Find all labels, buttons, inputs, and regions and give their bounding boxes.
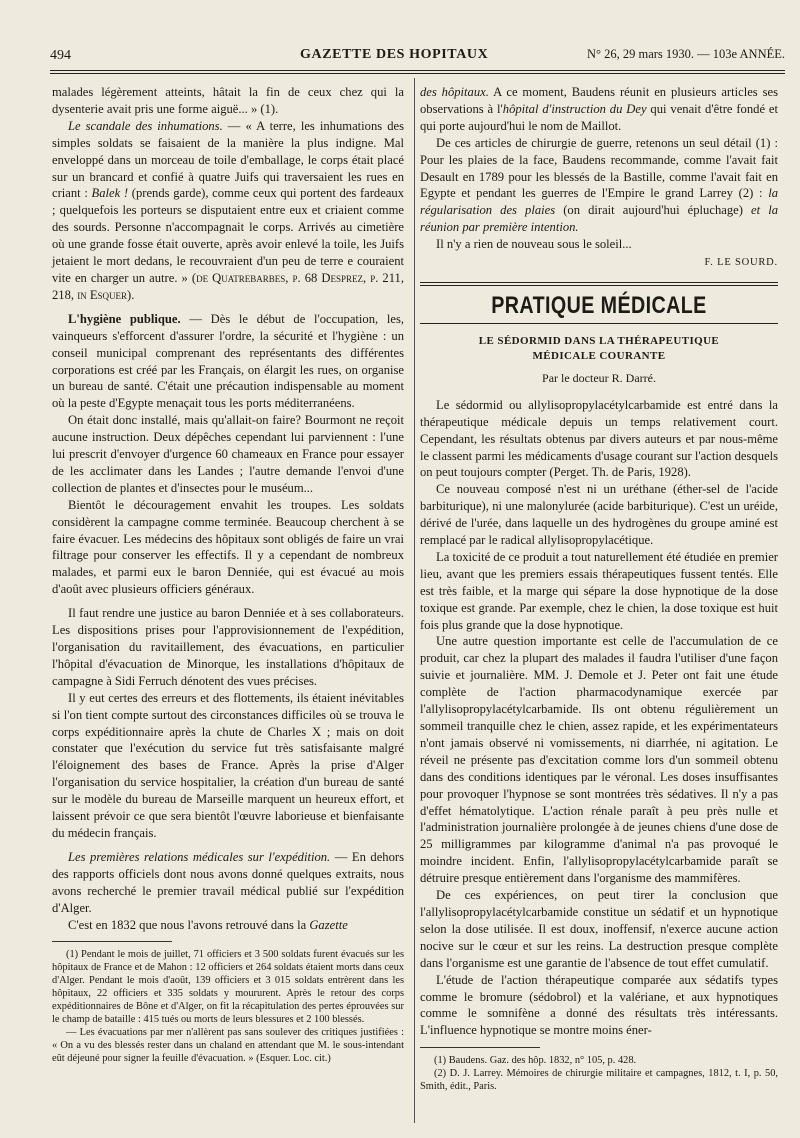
paragraph: On était donc installé, mais qu'allait-on faire? Bourmont ne reçoit aucune instruction. Deux dépêches cependant lui parviennent : l'une lui prescrit d'envoyer d'urgence 60 chameaux en France pour essayer de les acclimater dans les Landes ; l'autre demande l'envoi d'une collection de plantes et d'insectes pour le muséum...: [52, 413, 404, 495]
footnote: (1) Pendant le mois de juillet, 71 officiers et 3 500 soldats furent évacués sur les hôpitaux de France et de Mahon : 12 officiers et 264 soldats étaient morts dans ceux d'Alger. Pendant le mois d'août, 139 officiers et 3 015 soldats entrèrent dans les hôpitaux, 22 officiers et 335 soldats y moururent. Après le retour des corps expéditionnaires de Bône et d'Alger, on fit la récapitulation des pertes éprouvées sur le champ de bataille : 415 tués ou morts de leurs blessures et 2 100 blessés.: [52, 949, 404, 1026]
paragraph: Bientôt le découragement envahit les troupes. Les soldats considèrent la campagne comme terminée. Beaucoup cherchent à se faire évacuer. Les médecins des hôpitaux sont obligés de faire un vrai filtrage pour conserver les effectifs. Il y a cependant de nombreux malades, et parmi eux le baron Denniée, qui est évacué au mois d'août avec plusieurs officiers généraux.: [52, 497, 404, 597]
paragraph: C'est en 1832 que nous l'avons retrouvé dans la Gazette: [68, 917, 348, 932]
paragraph: des hôpitaux. A ce moment, Baudens réunit en plusieurs articles ses observations à l'hôpital d'instruction du Dey qui venait d'être fondé et qui porte aujourd'hui le nom de Maillot.: [420, 85, 779, 133]
footnote-rule: [52, 941, 172, 942]
footnotes: [52, 948, 404, 1065]
section-rule: [420, 282, 778, 286]
paragraph: Il n'y a rien de nouveau sous le soleil...: [436, 237, 632, 252]
paragraph: Une autre question importante est celle de l'accumulation de ce produit, car chez la plupart des malades il faudra l'utiliser d'une façon suivie et journalière. MM. J. Demole et J. Peter ont fait une étude complète de l'action pharmacodynamique exercée par l'allylisopropylacétylcarbamide. Ils ont obtenu régulièrement un sommeil tranquille chez le chien, assez rapide, et les expérimentateurs n'ont jamais observé ni vomissements, ni diarrhée, ni agitation. Le réveil ne présente pas d'excitation comme lors d'un sommeil obtenu dans des conditions identiques par le véronal. Les doses insuffisantes pour provoquer l'hypnose se sont montrées très sédatives. Il n'y a pas d'effet hématolytique. L'action rénale paraît à peu près nulle et l'administration journalière prolongée à de jeunes chiens d'une dose de 25 milligrammes par kilogramme d'animal n'a pas provoqué le moindre incident. Enfin, l'allylisopropylacétylcarbamide paraît se détruire presque entièrement dans l'organisme des mammifères.: [420, 634, 778, 886]
author-signature: F. LE SOURD.: [704, 257, 778, 269]
paragraph: Les premières relations médicales sur l'expédition. — En dehors des rapports officiels dont nous avons donné quelques extraits, nous avons recherché le premier travail médical publié sur l'expédition d'Alger.: [52, 849, 404, 915]
issue-info: N° 26, 29 mars 1930. — 103e ANNÉE.: [586, 47, 785, 61]
paragraph: De ces articles de chirurgie de guerre, retenons un seul détail (1) : Pour les plaies de la face, Baudens recommande, comme l'avait fait Desault en 1789 pour les blessés de la Bastille, comme l'avait fait en Egypte et pendant les guerres de l'Empire le grand Larrey (2) : la régularisation des plaies (on dirait aujourd'hui épluchage) et la réunion par première intention.: [420, 135, 778, 235]
article-title: LE SÉDORMID DANS LA THÉRAPEUTIQUE MÉDICALE COURANTE: [478, 334, 720, 362]
paragraph: Il y eut certes des erreurs et des flottements, ils étaient inévitables si l'on tient compte surtout des circonstances difficiles où se trouva le corps expéditionnaire après la chute de Charles X ; mais on doit constater que l'exécution du service fut très satisfaisante malgré l'éloignement des bases de France. Après la prise d'Alger l'organisation du service hospitalier, la création d'un bureau de santé sur le modèle du bureau de Marseille marquent un heureux effort, et laissent prévoir ce que sera bientôt l'œuvre laborieuse et bienfaisante du médecin français.: [52, 690, 404, 840]
footnotes: [420, 1054, 778, 1093]
paragraph: L'étude de l'action thérapeutique comparée aux sédatifs types comme le bromure (sédobrol) et la valériane, et aux hypnotiques comme le somnifène a donné des résultats très intéressants. L'influence hypnotique se montre moins éner-: [420, 972, 778, 1038]
article-byline: Par le docteur R. Darré.: [542, 370, 656, 385]
paragraph: De ces expériences, on peut tirer la conclusion que l'allylisopropylacétylcarbamide constitue un sédatif et un hypnotique selon la dose utilisée. Il est doux, inoffensif, n'exerce aucune action nocive sur le cœur et sur les reins. La destruction presque complète dans l'organisme est une garantie de l'absence de tout effet cumulatif.: [420, 888, 778, 970]
paragraph: Ce nouveau composé n'est ni un uréthane (éther-sel de l'acide barbiturique), ni une malonylurée (acide barbiturique). C'est un uréide, dérivé de l'urée, dans laquelle un des hydrogènes du groupe aminé est remplacé par le radical allylisopropylacétique.: [420, 482, 778, 548]
section-lead: L'hygiène publique.: [68, 311, 181, 326]
paragraph: Le sédormid ou allylisopropylacétylcarbamide est entré dans la thérapeutique médicale depuis un temps relativement court. Cependant, les résultats obtenus par divers auteurs et par nous-même le classent parmi les médicaments d'usage courant sur l'action desquels on peut toujours compter (Perget. Th. de Paris, 1928).: [420, 397, 778, 480]
right-column: [420, 84, 778, 1093]
journal-title: GAZETTE DES HOPITAUX: [300, 47, 489, 62]
page-number: 494: [50, 48, 71, 63]
section-lead: Le scandale des inhumations.: [68, 118, 223, 133]
column-divider: [414, 78, 415, 1123]
header-rule-top: [50, 70, 785, 71]
left-column: [52, 84, 404, 1065]
footnote: (1) Baudens. Gaz. des hôp. 1832, n° 105, p. 428.: [434, 1055, 637, 1067]
paragraph: Il faut rendre une justice au baron Denniée et à ses collaborateurs. Les dispositions prises pour l'approvisionnement de l'expédition, l'organisation du ravitaillement, des évacuations, en particulier l'hôpital d'évacuation de Minorque, les installations d'hôpitaux de campagne à Sidi Ferruch dénotent des vues précises.: [52, 606, 404, 688]
paragraph: Le scandale des inhumations. — « A terre, les inhumations des simples soldats se faisaient de la manière la plus indigne. Mal enveloppé dans un morceau de toile d'emballage, le corps était placé sur un brancard et confié à quatre Juifs qui traversaient les rues en criant : Balek ! (prends garde), comme ceux qui portent des fardeaux ; quelquefois les porteurs se disputaient entre eux et criaient comme des sourds. Personne n'accompagnait le corps. Arrivés au cimetière où une grande fosse était ouverte, après avoir enlevé la toile, les Juifs jetaient le mort dedans, le recouvraient d'un peu de terre e couraient vite en charger un autre. » (de Quatrebarbes, p. 68 Desprez, p. 211, 218, in Esquer).: [52, 118, 405, 302]
paragraph: L'hygiène publique. — Dès le début de l'occupation, les, vainqueurs s'efforcent d'assurer l'ordre, la sécurité et l'hygiène : un conseil municipal comprenant des représentants des différentes corporations est créé par les Français, on élargit les rues, on organise un bureau de santé. C'était une précaution indispensable au moment où la peste d'Egypte menaçait tous les ports méditerranéens.: [52, 311, 404, 411]
footnote-rule: [420, 1047, 540, 1048]
footnote: (2) D. J. Larrey. Mémoires de chirurgie militaire et campagnes, 1812, t. I, p. 50, Smith, édit., Paris.: [420, 1068, 778, 1093]
section-title: PRATIQUE MÉDICALE: [491, 291, 707, 319]
header-rule-bottom: [50, 73, 785, 74]
page-header: [50, 44, 785, 66]
paragraph: malades légèrement atteints, hâtait la fin de ceux chez qui la dysenterie avait pris une forme aiguë... » (1).: [52, 85, 404, 116]
section-title-rule: [420, 323, 778, 324]
section-lead: Les premières relations médicales sur l'expédition.: [68, 849, 331, 864]
footnote: — Les évacuations par mer n'allèrent pas sans soulever des critiques justifiées : « On a vu des blessés rester dans un chaland en attendant que M. le sous-intendant eût déjeuné pour signer la feuille d'évacuation. » (Esquer. Loc. cit.): [52, 1027, 404, 1065]
paragraph: La toxicité de ce produit a tout naturellement été étudiée en premier lieu, avant que les premiers essais thérapeutiques fussent tentés. Elle est très faible, et la marge qui sépare la dose hypnotique de la dose toxique est grande. Par exemple, chez le chien, la dose toxique est huit fois plus grande que la dose hypnotique.: [420, 549, 778, 632]
